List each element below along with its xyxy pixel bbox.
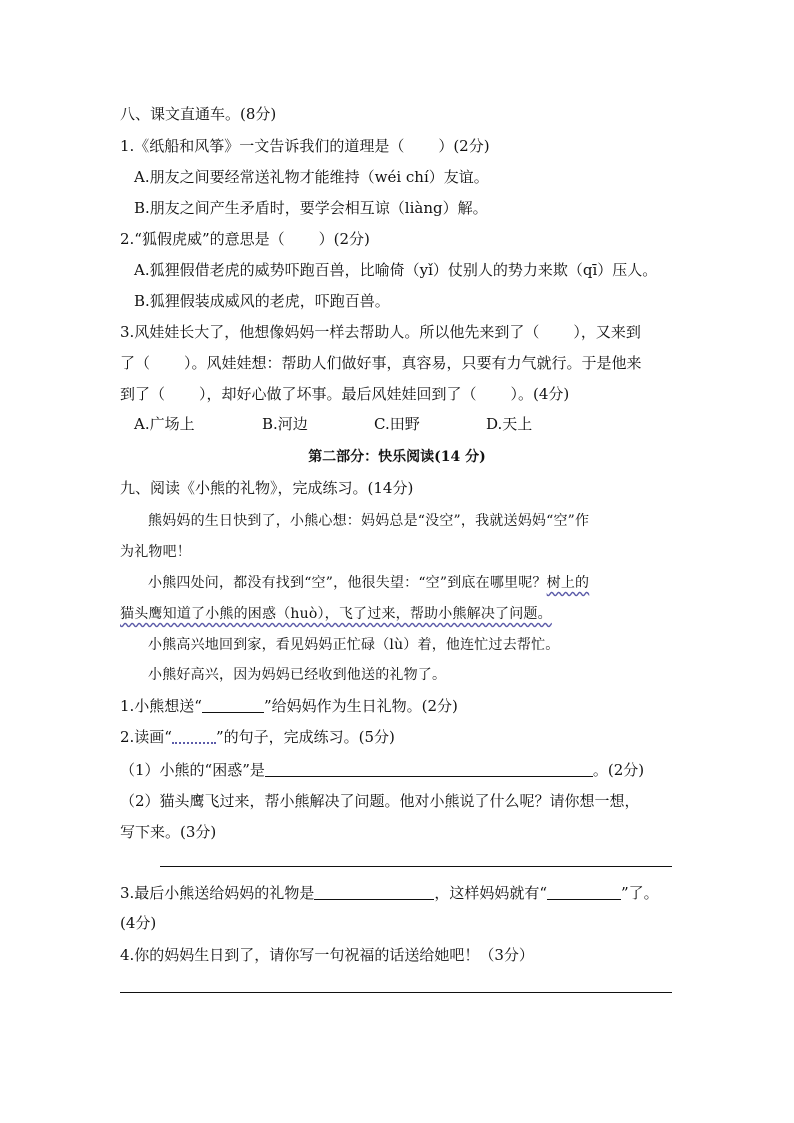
section-8-header: 八、课文直通车。(8分) (120, 105, 277, 123)
wavy-underlined-text: 猫头鹰知道了小熊的困惑（huò），飞了过来，帮助小熊解决了问题。 (120, 606, 552, 622)
question-9-2-2-line-2: 写下来。(3分) (120, 823, 217, 841)
question-8-1 (120, 136, 490, 156)
answer-line-9-2-2[interactable] (160, 866, 672, 867)
question-score: ）(2分) (438, 137, 490, 155)
q3-option-c: C.田野 (374, 415, 420, 433)
question-text: 3.最后小熊送给妈妈的礼物是 (120, 884, 315, 902)
question-8-3-line3 (120, 384, 569, 404)
question-text: ”了。 (621, 884, 659, 902)
answer-line-9-4[interactable] (120, 992, 672, 993)
question-8-2 (120, 229, 370, 249)
story-paragraph-2-line-2 (120, 604, 552, 624)
question-score: 。(2分) (592, 761, 645, 779)
question-score: ）。(4分) (510, 385, 570, 403)
question-8-3-line2 (120, 353, 642, 373)
question-score: ）(2分) (318, 230, 370, 248)
option-8-1-b: B.朋友之间产生矛盾时，要学会相互谅（liàng）解。 (134, 199, 488, 217)
q3-option-b: B.河边 (262, 415, 308, 433)
section-9-header: 九、阅读《小熊的礼物》，完成练习。(14分) (120, 479, 414, 497)
question-text: ）。风娃娃想：帮助人们做好事，真容易，只要有力气就行。于是他来 (184, 354, 642, 372)
q3-option-d: D.天上 (486, 415, 533, 433)
wavy-underlined-text: 树上的 (546, 575, 590, 591)
answer-blank[interactable] (547, 885, 621, 900)
question-9-2-1 (120, 760, 644, 780)
question-9-2-2-line-1: （2）猫头鹰飞过来，帮小熊解决了问题。他对小熊说了什么呢？请你想一想， (120, 792, 640, 810)
question-text: ，这样妈妈就有“ (434, 884, 547, 902)
option-8-2-a: A.狐狸假借老虎的威势吓跑百兽，比喻倚（yǐ）仗别人的势力来欺（qī）压人。 (134, 261, 658, 279)
question-9-3 (120, 883, 659, 903)
answer-blank[interactable] (265, 762, 593, 777)
question-text: ），却好心做了坏事。最后风娃娃回到了（ (199, 385, 477, 403)
story-paragraph-1-line-1: 熊妈妈的生日快到了，小熊心想：妈妈总是“没空”，我就送妈妈“空”作 (148, 513, 590, 529)
option-8-2-b: B.狐狸假装成威风的老虎，吓跑百兽。 (134, 292, 390, 310)
question-text: ”的句子，完成练习。(5分) (215, 728, 395, 746)
question-8-3-line1 (120, 322, 641, 342)
question-text: ），又来到 (573, 323, 641, 341)
story-paragraph-4: 小熊好高兴，因为妈妈已经收到他送的礼物了。 (148, 667, 447, 683)
question-9-2 (120, 727, 395, 747)
story-paragraph-2-line-1 (148, 573, 589, 593)
question-text: 2.“狐假虎威”的意思是（ (120, 230, 285, 248)
answer-blank[interactable] (202, 698, 264, 713)
story-text: 小熊四处问，都没有找到“空”，他很失望：“空”到底在哪里呢？ (148, 575, 547, 591)
part-2-title: 第二部分：快乐阅读(14 分) (308, 449, 486, 465)
question-9-1 (120, 696, 458, 716)
question-text: 1.《纸船和风筝》一文告诉我们的道理是（ (120, 137, 405, 155)
question-9-3-score: (4分) (120, 914, 157, 932)
option-8-1-a: A.朋友之间要经常送礼物才能维持（wéi chí）友谊。 (134, 168, 489, 186)
question-text: 到了（ (120, 385, 166, 403)
question-text: 了（ (120, 354, 151, 372)
story-paragraph-3: 小熊高兴地回到家，看见妈妈正忙碌（lù）着，他连忙过去帮忙。 (148, 637, 560, 653)
question-9-4: 4.你的妈妈生日到了，请你写一句祝福的话送给她吧！（3分） (120, 946, 534, 964)
question-text: 1.小熊想送“ (120, 697, 202, 715)
q3-option-a: A.广场上 (134, 415, 195, 433)
story-paragraph-1-line-2: 为礼物吧！ (120, 544, 191, 560)
answer-blank[interactable] (314, 885, 434, 900)
question-text: 2.读画“ (120, 728, 172, 746)
question-text: 3.风娃娃长大了，他想像妈妈一样去帮助人。所以他先来到了（ (120, 323, 540, 341)
wavy-line-marker (172, 728, 216, 744)
question-text: （1）小熊的“困惑”是 (120, 761, 265, 779)
question-text: ”给妈妈作为生日礼物。(2分) (263, 697, 458, 715)
